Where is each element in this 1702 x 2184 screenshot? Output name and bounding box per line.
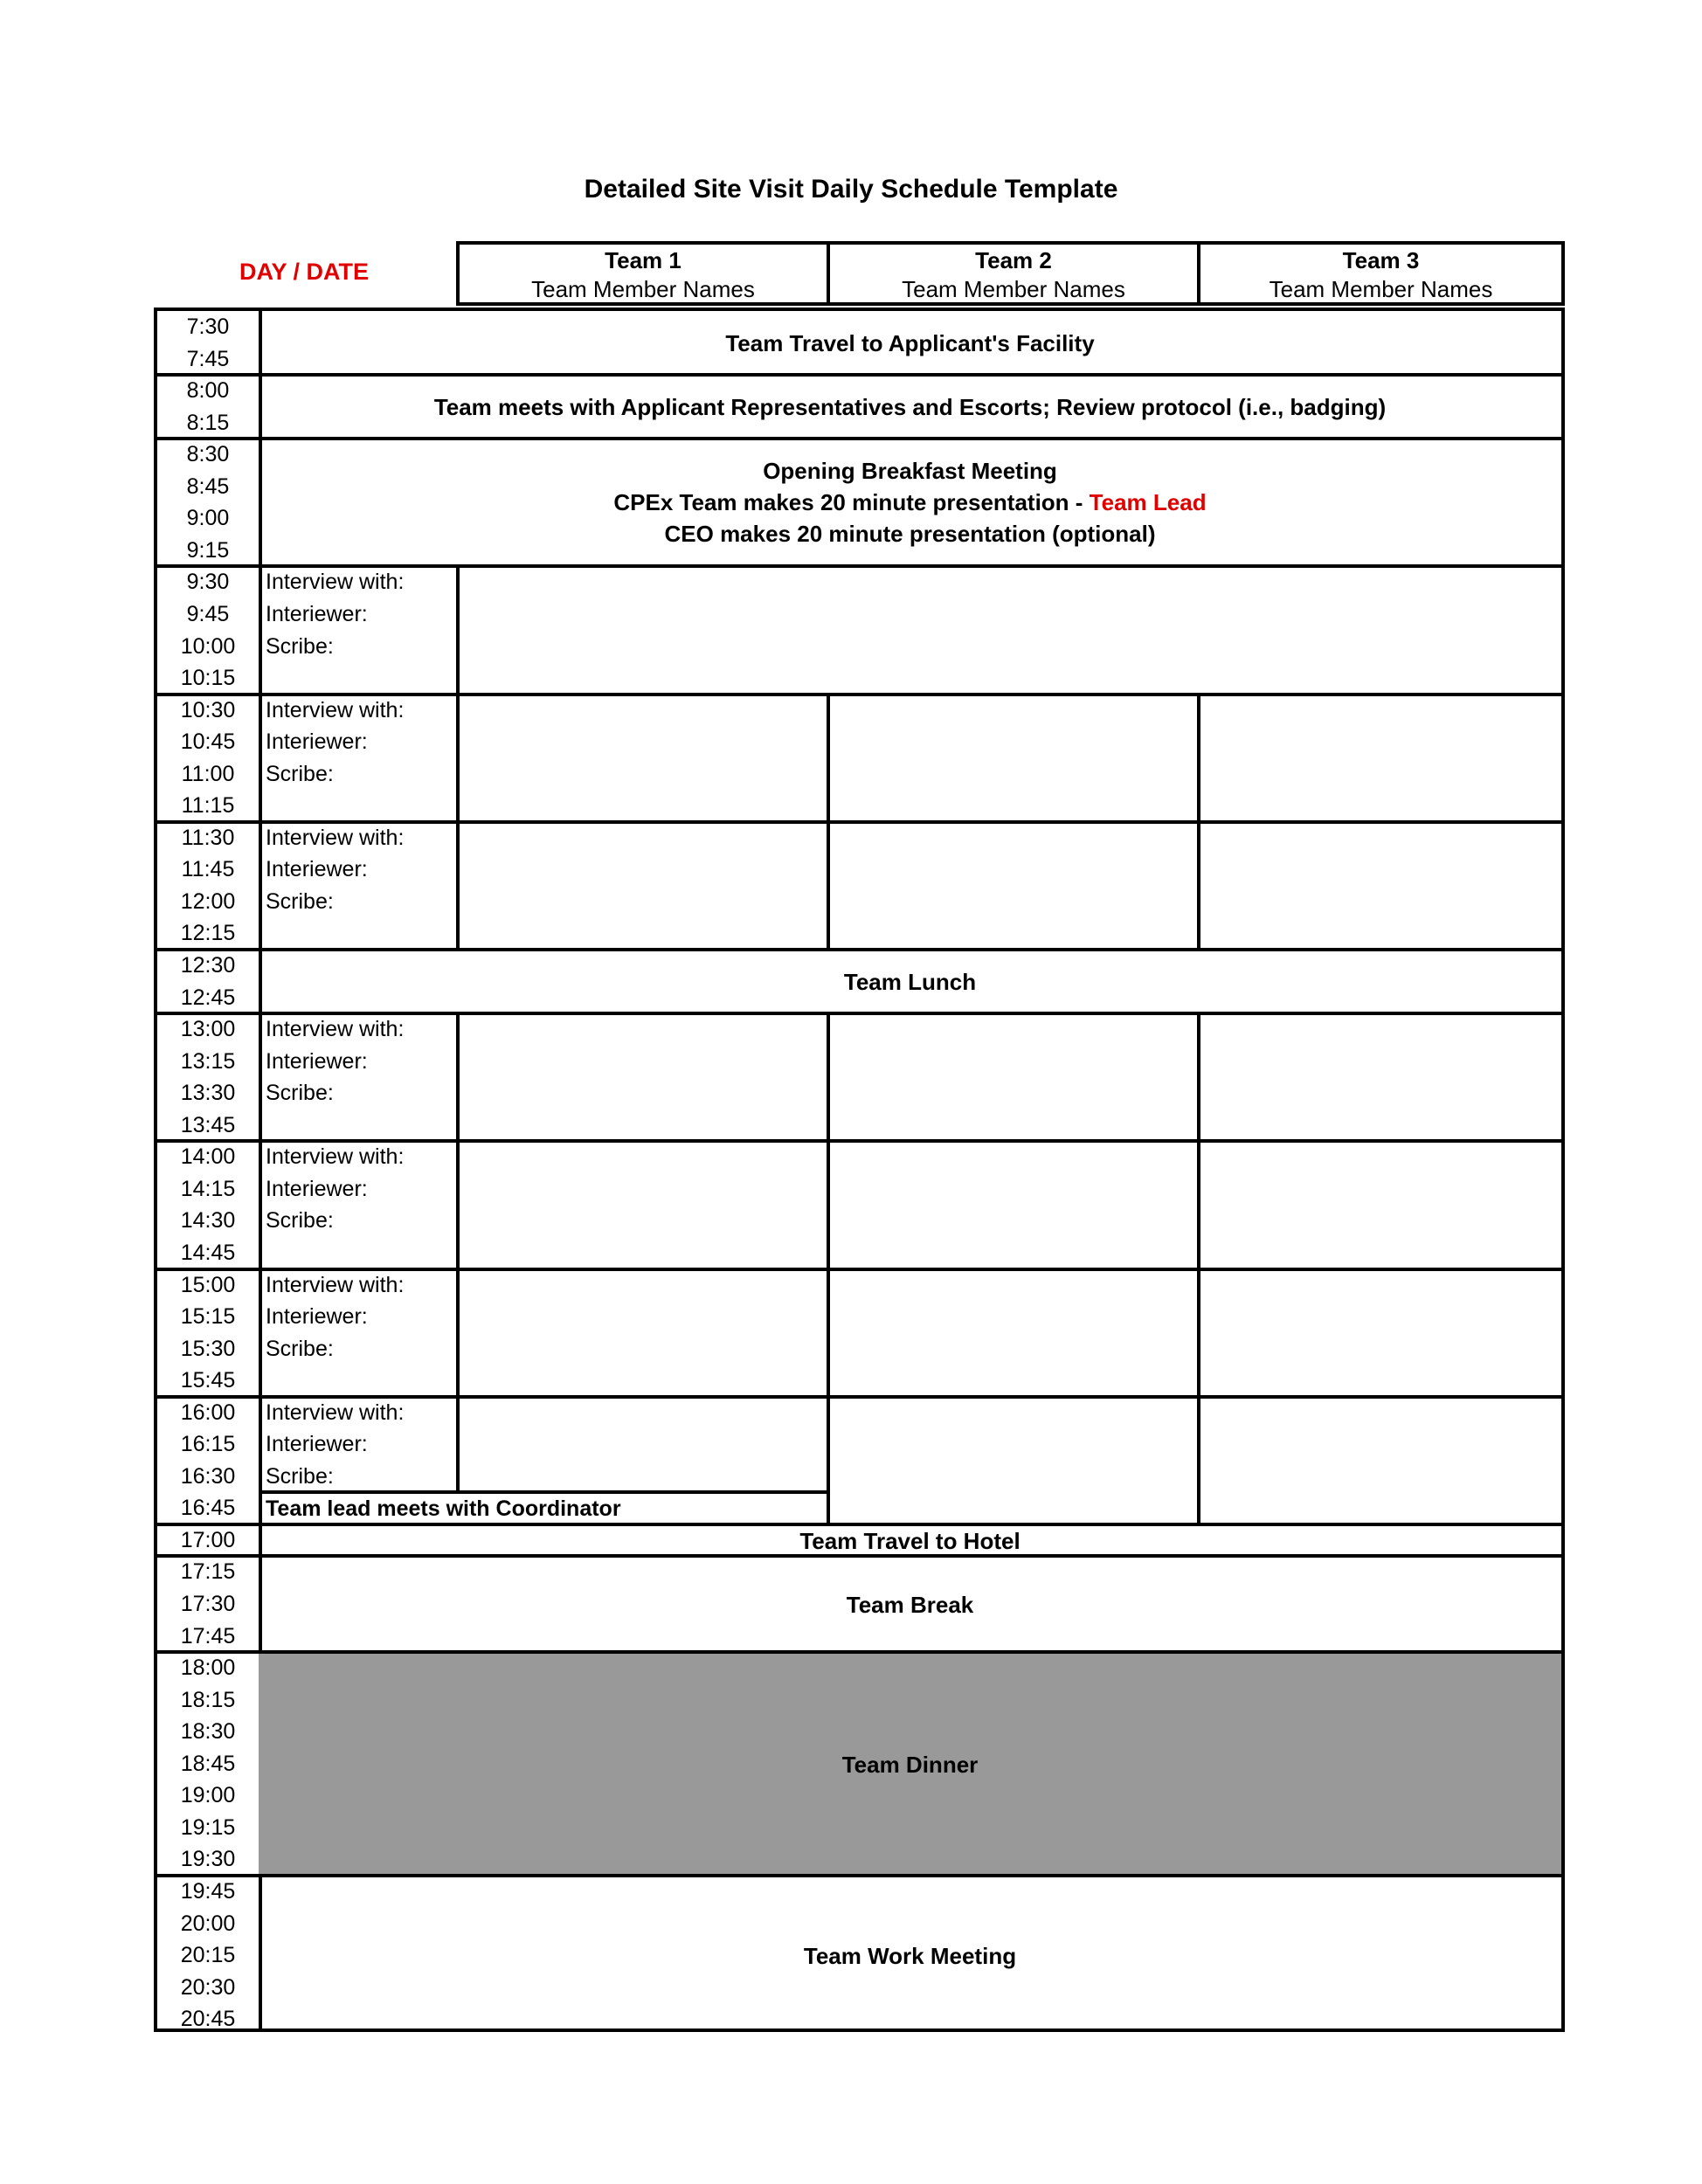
- time-slot: 7:45: [186, 346, 230, 371]
- interview-label-interview-with: Interview with:: [266, 1017, 405, 1042]
- interview-label-interviewer: Interiewer:: [266, 601, 368, 626]
- row-divider: [157, 437, 1561, 440]
- interview-label-interviewer: Interiewer:: [266, 1176, 368, 1201]
- event-opening-breakfast: [259, 439, 1561, 566]
- interview-label-scribe: Scribe:: [266, 1081, 334, 1106]
- time-slot: 12:30: [180, 953, 236, 978]
- time-slot: 13:15: [180, 1048, 236, 1074]
- team-name: Team 2: [975, 247, 1052, 273]
- time-slot: 16:45: [180, 1496, 236, 1521]
- time-slot: 15:30: [180, 1336, 236, 1361]
- event-team-dinner: Team Dinner: [259, 1653, 1561, 1876]
- time-slot: 17:30: [180, 1592, 236, 1616]
- time-slot: 8:15: [186, 410, 230, 435]
- time-slot: 16:00: [180, 1400, 236, 1425]
- team-name: Team 1: [605, 247, 681, 273]
- label-column-divider: [456, 1141, 460, 1268]
- time-slot: 19:00: [180, 1783, 236, 1808]
- time-slot: 8:00: [186, 378, 230, 404]
- time-slot: 19:45: [180, 1878, 236, 1904]
- time-slot: 19:15: [180, 1814, 236, 1840]
- team-members: Team Member Names: [531, 276, 755, 302]
- team-column-divider: [1197, 695, 1200, 822]
- team-column-divider: [827, 1269, 830, 1397]
- interview-label-interview-with: Interview with:: [266, 1144, 405, 1170]
- team-members: Team Member Names: [1269, 276, 1493, 302]
- interview-label-interview-with: Interview with:: [266, 1400, 405, 1425]
- team-column-divider: [1197, 1269, 1200, 1397]
- label-column-divider: [456, 822, 460, 950]
- time-slot: 10:30: [180, 697, 236, 722]
- time-slot: 18:45: [180, 1751, 236, 1776]
- team-lead-highlight: Team Lead: [1089, 489, 1207, 515]
- time-slot: 14:15: [180, 1176, 236, 1201]
- time-slot: 15:15: [180, 1304, 236, 1330]
- time-slot: 9:15: [186, 537, 230, 563]
- time-slot: 20:30: [180, 1974, 236, 2000]
- time-slot: 12:45: [180, 985, 236, 1010]
- interview-label-interviewer: Interiewer:: [266, 857, 368, 882]
- team-column-divider: [827, 822, 830, 950]
- interview-label-interviewer: Interiewer:: [266, 729, 368, 755]
- time-slot: 17:15: [180, 1559, 236, 1585]
- event-lead-meets-coordinator: Team lead meets with Coordinator: [266, 1496, 621, 1521]
- team-column-divider: [827, 1141, 830, 1268]
- team-column-divider: [1197, 1397, 1200, 1524]
- team-column-divider: [1197, 1141, 1200, 1268]
- time-slot: 12:00: [180, 888, 236, 914]
- time-slot: 14:00: [180, 1144, 236, 1170]
- team-2-header: [827, 241, 1200, 306]
- breakfast-line-3: CEO makes 20 minute presentation (optional): [664, 521, 1156, 547]
- interview-label-scribe: Scribe:: [266, 1336, 334, 1361]
- time-slot: 19:30: [180, 1847, 236, 1872]
- interview-label-interviewer: Interiewer:: [266, 1432, 368, 1457]
- event-team-lunch: Team Lunch: [843, 968, 977, 995]
- team-column-divider: [827, 1397, 830, 1524]
- time-slot: 14:45: [180, 1240, 236, 1265]
- page-title: Detailed Site Visit Daily Schedule Template: [584, 175, 1118, 204]
- time-slot: 13:00: [180, 1017, 236, 1042]
- row-divider: [157, 948, 1561, 951]
- team-name: Team 3: [1342, 247, 1420, 273]
- time-slot: 20:00: [180, 1911, 236, 1936]
- interview-label-interview-with: Interview with:: [266, 825, 405, 850]
- event-team-break: Team Break: [846, 1592, 974, 1618]
- team-members: Team Member Names: [902, 276, 1125, 302]
- breakfast-line-2: [613, 487, 1206, 518]
- label-column-divider: [456, 1269, 460, 1397]
- row-divider: [157, 1523, 1561, 1526]
- time-slot: 20:15: [180, 1943, 236, 1968]
- team-3-header: [1197, 241, 1565, 306]
- time-slot: 16:15: [180, 1432, 236, 1457]
- time-slot: 12:15: [180, 921, 236, 946]
- time-slot: 9:00: [186, 506, 230, 531]
- time-slot: 10:00: [180, 633, 236, 659]
- breakfast-title: Opening Breakfast Meeting: [763, 458, 1057, 484]
- interview-label-scribe: Scribe:: [266, 1463, 334, 1489]
- time-slot: 17:00: [180, 1527, 236, 1552]
- team-1-header: [456, 241, 830, 306]
- interview-label-interview-with: Interview with:: [266, 697, 405, 722]
- label-column-divider: [456, 1013, 460, 1141]
- row-divider: [157, 1874, 1561, 1877]
- row-divider: [157, 373, 1561, 377]
- time-slot: 14:30: [180, 1208, 236, 1234]
- interview-label-scribe: Scribe:: [266, 633, 334, 659]
- interview-label-interview-with: Interview with:: [266, 1272, 405, 1297]
- time-slot: 8:45: [186, 473, 230, 499]
- time-slot: 11:00: [181, 761, 235, 786]
- time-slot: 9:45: [186, 601, 230, 626]
- time-slot: 8:30: [186, 442, 230, 467]
- time-slot: 20:45: [180, 2007, 236, 2032]
- event-team-work-meeting: Team Work Meeting: [803, 1943, 1017, 1969]
- time-slot: 10:45: [180, 729, 236, 755]
- time-slot: 7:30: [186, 314, 230, 339]
- interview-label-scribe: Scribe:: [266, 888, 334, 914]
- interview-label-interviewer: Interiewer:: [266, 1304, 368, 1330]
- time-slot: 10:15: [180, 666, 236, 691]
- time-slot: 11:45: [181, 857, 235, 882]
- schedule-grid: [154, 308, 1565, 2032]
- interview-label-scribe: Scribe:: [266, 1208, 334, 1234]
- breakfast-line-2-text: CPEx Team makes 20 minute presentation -: [613, 489, 1090, 515]
- team-column-divider: [827, 695, 830, 822]
- time-slot: 15:00: [180, 1272, 236, 1297]
- event-travel-to-facility: Team Travel to Applicant's Facility: [725, 329, 1095, 356]
- interview-label-interview-with: Interview with:: [266, 570, 405, 595]
- time-slot: 18:30: [180, 1719, 236, 1745]
- time-slot: 15:45: [180, 1368, 236, 1393]
- time-slot: 11:15: [181, 793, 235, 819]
- interview-label-scribe: Scribe:: [266, 761, 334, 786]
- time-slot: 9:30: [186, 570, 230, 595]
- time-slot: 18:00: [180, 1655, 236, 1681]
- time-slot: 11:30: [181, 825, 235, 850]
- team-column-divider: [1197, 822, 1200, 950]
- time-slot: 17:45: [180, 1623, 236, 1648]
- coordinator-row-divider: [259, 1490, 830, 1494]
- day-date-label: DAY / DATE: [239, 259, 370, 285]
- label-column-divider: [456, 1397, 460, 1493]
- interview-label-interviewer: Interiewer:: [266, 1048, 368, 1074]
- event-travel-to-hotel: Team Travel to Hotel: [799, 1527, 1021, 1554]
- label-column-divider: [456, 695, 460, 822]
- row-divider: [157, 1650, 1561, 1654]
- time-slot: 18:15: [180, 1687, 236, 1712]
- team-column-divider: [827, 1013, 830, 1141]
- team-column-divider: [1197, 1013, 1200, 1141]
- time-slot: 16:30: [180, 1463, 236, 1489]
- label-column-divider: [456, 566, 460, 694]
- event-meet-representatives: Team meets with Applicant Representatives and Escorts; Review protocol (i.e., badging): [433, 393, 1387, 420]
- row-divider: [157, 1554, 1561, 1558]
- time-slot: 13:45: [180, 1112, 236, 1137]
- time-slot: 13:30: [180, 1081, 236, 1106]
